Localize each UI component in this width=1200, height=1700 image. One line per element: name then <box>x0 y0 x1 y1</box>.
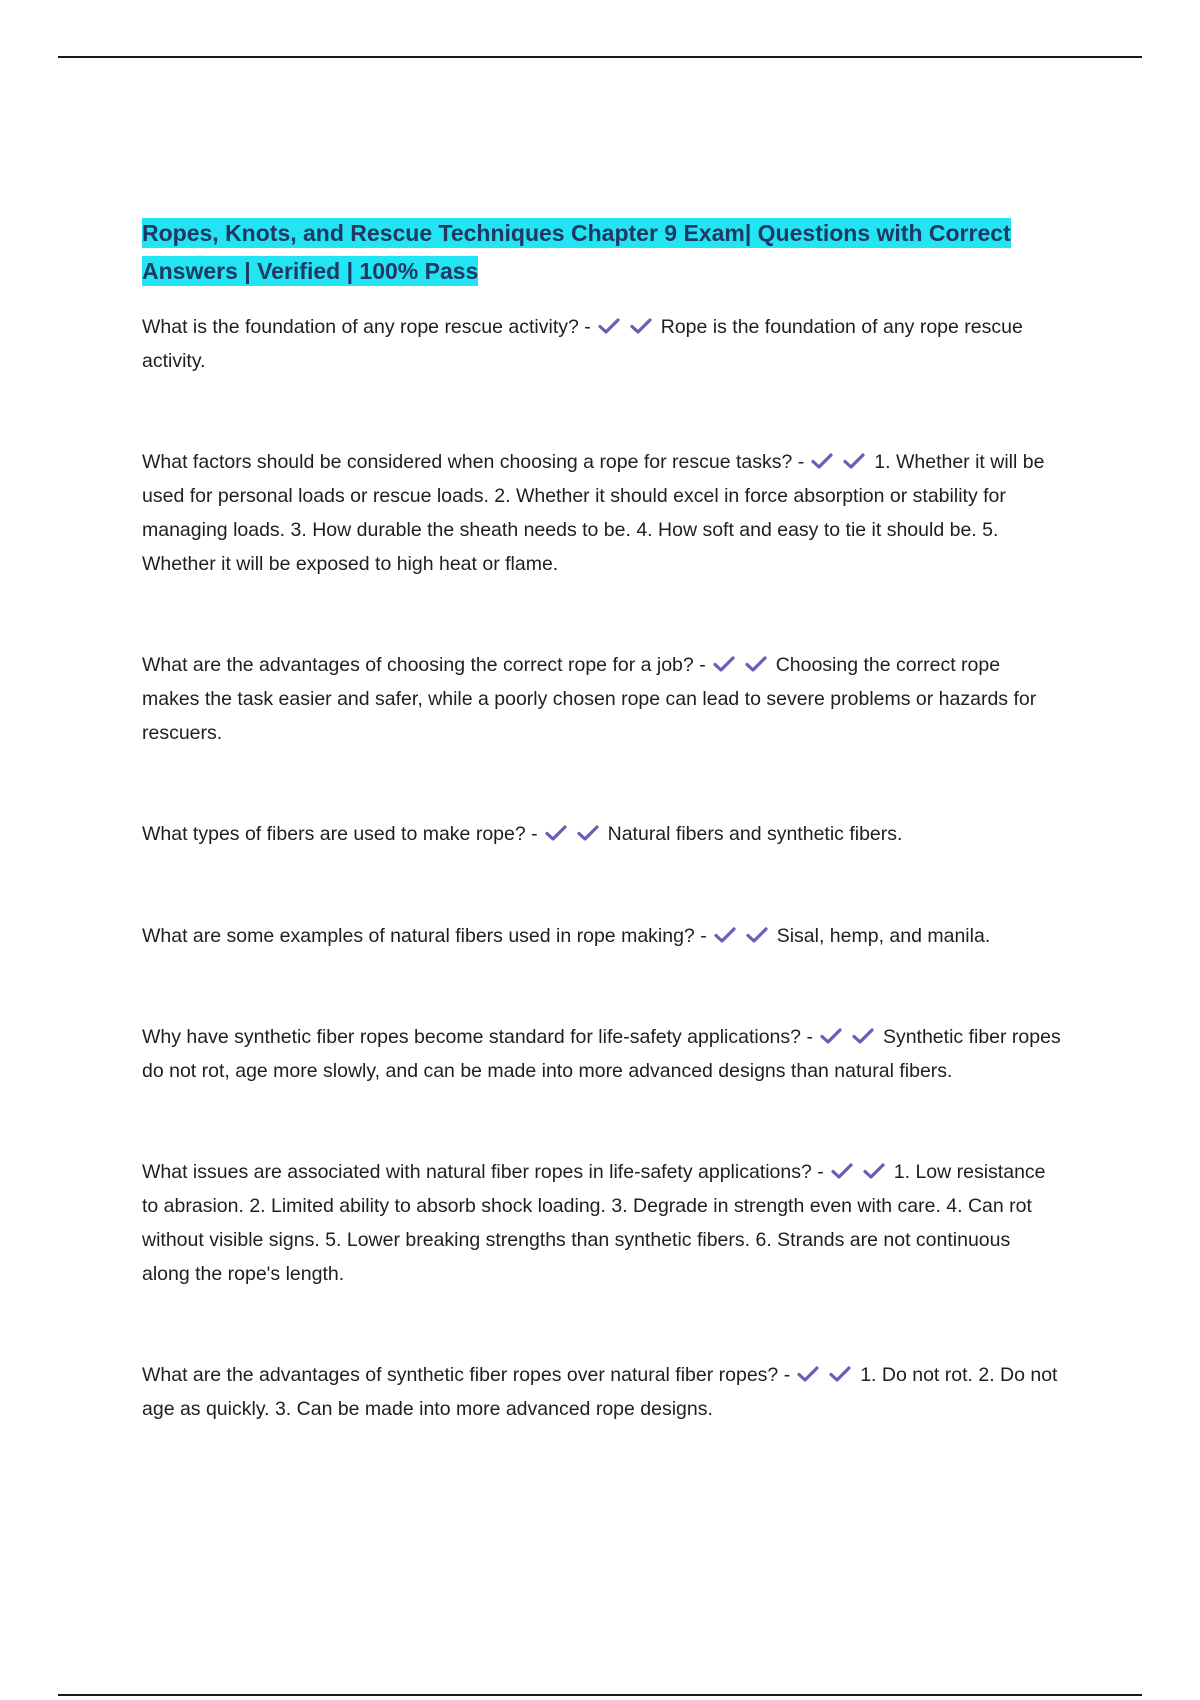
answer-text: 1. Whether it will be used for personal loads or rescue loads. 2. Whether it should excel in force absorption or stability for managing loads. 3. How durable the sheath needs to be. 4. How soft and easy to tie it should be. 5. Whether it will be exposed to high heat or flame. <box>142 451 1045 575</box>
double-check-icon <box>629 316 653 336</box>
question-text: What are the advantages of synthetic fiber ropes over natural fiber ropes? <box>142 1364 779 1386</box>
answer-text: 1. Low resistance to abrasion. 2. Limited ability to absorb shock loading. 3. Degrade in strength even with care. 4. Can rot without visible signs. 5. Lower breaking strengths than synthetic fibers. 6. Strands are not continuous along the rope's length. <box>142 1161 1046 1285</box>
double-check-icon <box>576 823 600 843</box>
document-title-text: Ropes, Knots, and Rescue Techniques Chapter 9 Exam| Questions with Correct Answers | Verified | 100% Pass <box>142 220 1011 284</box>
question-text: What issues are associated with natural fiber ropes in life-safety applications? <box>142 1161 812 1183</box>
double-check-icon <box>796 1364 820 1384</box>
question-text: What types of fibers are used to make rope? <box>142 823 526 845</box>
double-check-icon <box>842 451 866 471</box>
bottom-rule <box>58 1694 1142 1696</box>
double-check-icon <box>597 316 621 336</box>
answer-text: Sisal, hemp, and manila. <box>776 925 991 947</box>
qa-item <box>142 1155 1062 1291</box>
double-check-icon <box>713 925 737 945</box>
separator: - <box>584 316 591 338</box>
qa-item <box>142 310 1062 378</box>
double-check-icon <box>810 451 834 471</box>
top-rule <box>58 56 1142 58</box>
qa-item <box>142 817 1062 851</box>
double-check-icon <box>544 823 568 843</box>
document-body <box>142 214 1062 1493</box>
separator: - <box>700 925 707 947</box>
separator: - <box>783 1364 791 1386</box>
double-check-icon <box>862 1161 886 1181</box>
separator: - <box>797 451 805 473</box>
qa-item <box>142 445 1062 581</box>
qa-list <box>142 310 1062 1426</box>
double-check-icon <box>712 654 736 674</box>
answer-text: Natural fibers and synthetic fibers. <box>607 823 903 845</box>
qa-item <box>142 1020 1062 1088</box>
qa-item <box>142 648 1062 750</box>
double-check-icon <box>828 1364 852 1384</box>
qa-item <box>142 919 1062 953</box>
answer-text: Rope is the foundation of any rope rescue activity. <box>142 316 1023 372</box>
question-text: What are the advantages of choosing the correct rope for a job? <box>142 654 694 676</box>
separator: - <box>817 1161 824 1183</box>
separator: - <box>531 823 538 845</box>
qa-item <box>142 1358 1062 1426</box>
double-check-icon <box>830 1161 854 1181</box>
double-check-icon <box>745 925 769 945</box>
double-check-icon <box>819 1026 843 1046</box>
separator: - <box>806 1026 813 1048</box>
answer-text: 1. Do not rot. 2. Do not age as quickly. 3. Can be made into more advanced rope designs. <box>142 1364 1058 1420</box>
double-check-icon <box>744 654 768 674</box>
answer-text: Synthetic fiber ropes do not rot, age more slowly, and can be made into more advanced designs than natural fibers. <box>142 1026 1061 1082</box>
question-text: Why have synthetic fiber ropes become standard for life-safety applications? <box>142 1026 802 1048</box>
document-title <box>142 214 1062 290</box>
question-text: What are some examples of natural fibers used in rope making? <box>142 925 695 947</box>
question-text: What is the foundation of any rope rescue activity? <box>142 316 579 338</box>
question-text: What factors should be considered when choosing a rope for rescue tasks? <box>142 451 793 473</box>
answer-text: Choosing the correct rope makes the task easier and safer, while a poorly chosen rope can lead to severe problems or hazards for rescuers. <box>142 654 1037 744</box>
double-check-icon <box>851 1026 875 1046</box>
separator: - <box>699 654 706 676</box>
